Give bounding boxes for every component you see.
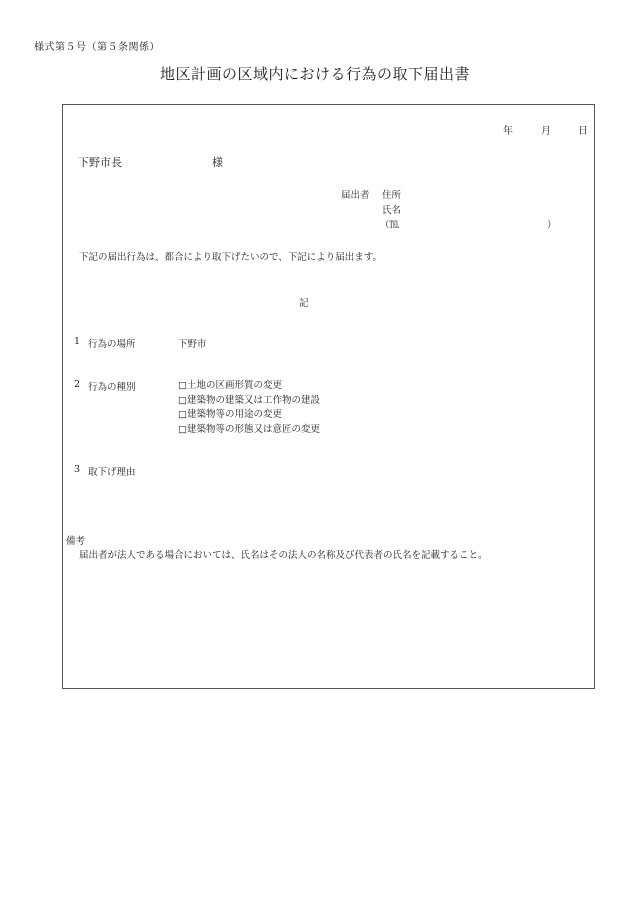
activity-type-option[interactable]: □建築物の建築又は工作物の建設 — [178, 394, 320, 406]
item-3-number: 3 — [74, 464, 81, 475]
applicant-label: 届出者 — [341, 190, 370, 201]
notes-text: 届出者が法人である場合においては、氏名はその法人の名称及び代表者の氏名を記載すること。 — [79, 550, 488, 561]
applicant-tel-close: ） — [547, 220, 557, 231]
activity-type-option[interactable]: □土地の区画形質の変更 — [178, 380, 282, 391]
form-number-label: 様式第５号（第５条関係） — [34, 42, 160, 53]
date-year-label: 年 — [503, 126, 513, 137]
activity-type-option[interactable]: □建築物等の形態又は意匠の変更 — [178, 423, 320, 435]
applicant-address-label: 住所 — [382, 190, 402, 201]
intro-statement: 下記の届出行為は、都合により取下げたいので、下記により届出ます。 — [79, 252, 383, 263]
item-2-label: 行為の種別 — [88, 382, 136, 393]
ki-heading: 記 — [299, 298, 309, 309]
document-title: 地区計画の区域内における行為の取下届出書 — [159, 65, 470, 83]
date-day-label: 日 — [578, 126, 588, 137]
item-3-label: 取下げ理由 — [88, 467, 136, 478]
addressee-name: 下野市長 — [78, 156, 122, 169]
item-1-number: 1 — [74, 336, 81, 347]
item-1-label: 行為の場所 — [88, 339, 136, 350]
activity-type-option[interactable]: □建築物等の用途の変更 — [178, 409, 282, 420]
applicant-name-label: 氏名 — [382, 205, 402, 216]
notes-heading: 備考 — [66, 536, 86, 547]
addressee-honorific: 様 — [212, 156, 223, 169]
item-2-number: 2 — [74, 379, 81, 390]
activity-type-options — [178, 379, 320, 437]
applicant-tel-open: （℡ — [380, 220, 400, 231]
item-1-value: 下野市 — [178, 339, 207, 350]
date-month-label: 月 — [541, 126, 551, 137]
form-frame — [62, 104, 595, 689]
